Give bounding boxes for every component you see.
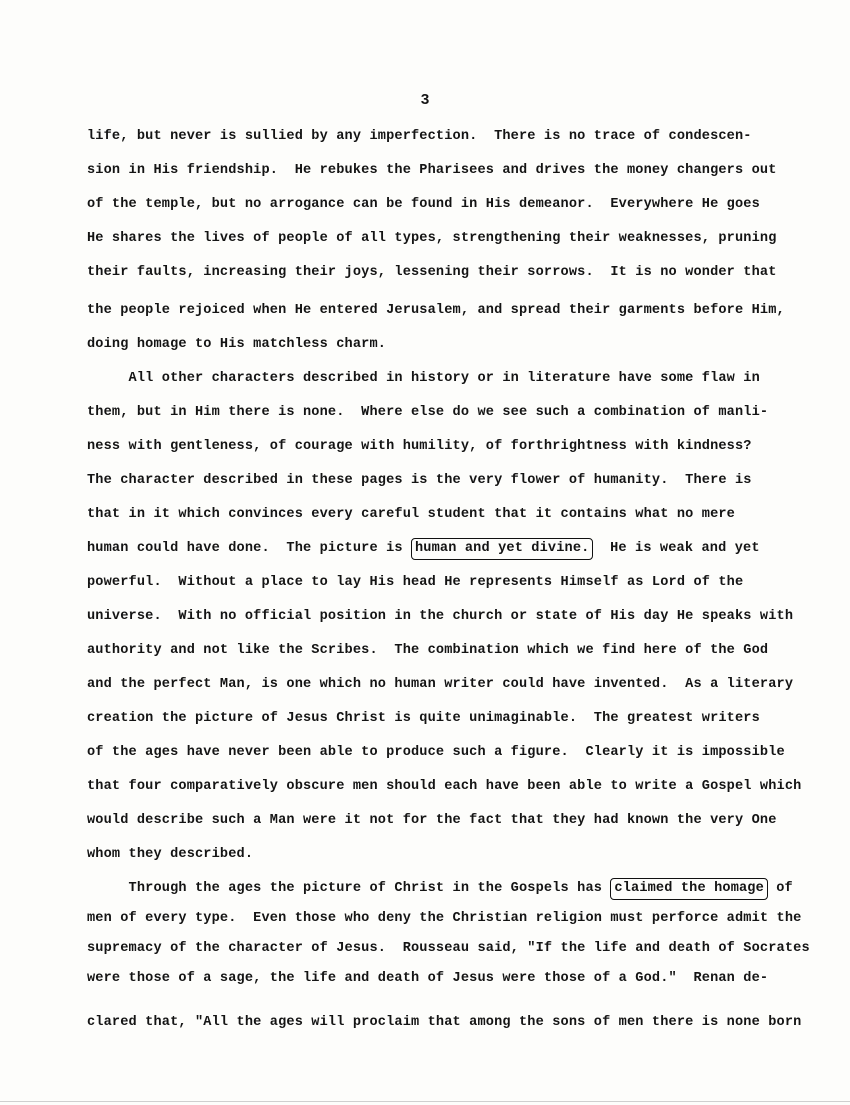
handwritten-box-annotation: claimed the homage [610,878,768,900]
text-line-10: ness with gentleness, of courage with humility, of forthrightness with kindness? [87,439,752,454]
text-line-19: of the ages have never been able to produce such a figure. Clearly it is impossible [87,745,785,760]
page-number: 3 [420,92,430,109]
text-line-25: supremacy of the character of Jesus. Rousseau said, "If the life and death of Socrates [87,941,810,956]
text-line-24: men of every type. Even those who deny the Christian religion must perforce admit the [87,911,802,926]
text-line-20: that four comparatively obscure men should each have been able to write a Gospel which [87,779,802,794]
text-line-18: creation the picture of Jesus Christ is quite unimaginable. The greatest writers [87,711,760,726]
text-line-6: the people rejoiced when He entered Jerusalem, and spread their garments before Him, [87,303,785,318]
text-line-14: powerful. Without a place to lay His head He represents Himself as Lord of the [87,575,744,590]
text-line-22: whom they described. [87,847,254,862]
text-line-8: All other characters described in history or in literature have some flaw in [87,371,760,386]
page-bottom-edge [0,1101,850,1102]
text-line-21: would describe such a Man were it not for the fact that they had known the very One [87,813,777,828]
text-line-15: universe. With no official position in the church or state of His day He speaks with [87,609,794,624]
text-line-23: Through the ages the picture of Christ in the Gospels has claimed the homage of [87,880,793,898]
text-line-7: doing homage to His matchless charm. [87,337,387,352]
text-line-17: and the perfect Man, is one which no human writer could have invented. As a literary [87,677,794,692]
text-line-2: sion in His friendship. He rebukes the Pharisees and drives the money changers out [87,163,777,178]
text-line-26: were those of a sage, the life and death of Jesus were those of a God." Renan de- [87,971,769,986]
text-line-3: of the temple, but no arrogance can be found in His demeanor. Everywhere He goes [87,197,760,212]
text-line-27: clared that, "All the ages will proclaim that among the sons of men there is none born [87,1015,802,1030]
text-line-12: that in it which convinces every careful student that it contains what no mere [87,507,735,522]
handwritten-box-annotation: human and yet divine. [411,538,593,560]
text-line-1: life, but never is sullied by any imperfection. There is no trace of condescen- [87,129,752,144]
text-line-9: them, but in Him there is none. Where else do we see such a combination of manli- [87,405,769,420]
text-line-4: He shares the lives of people of all types, strengthening their weaknesses, pruning [87,231,777,246]
text-line-16: authority and not like the Scribes. The combination which we find here of the God [87,643,769,658]
text-line-5: their faults, increasing their joys, lessening their sorrows. It is no wonder that [87,265,777,280]
text-line-11: The character described in these pages is the very flower of humanity. There is [87,473,752,488]
text-line-13: human could have done. The picture is human and yet divine. He is weak and yet [87,540,760,558]
